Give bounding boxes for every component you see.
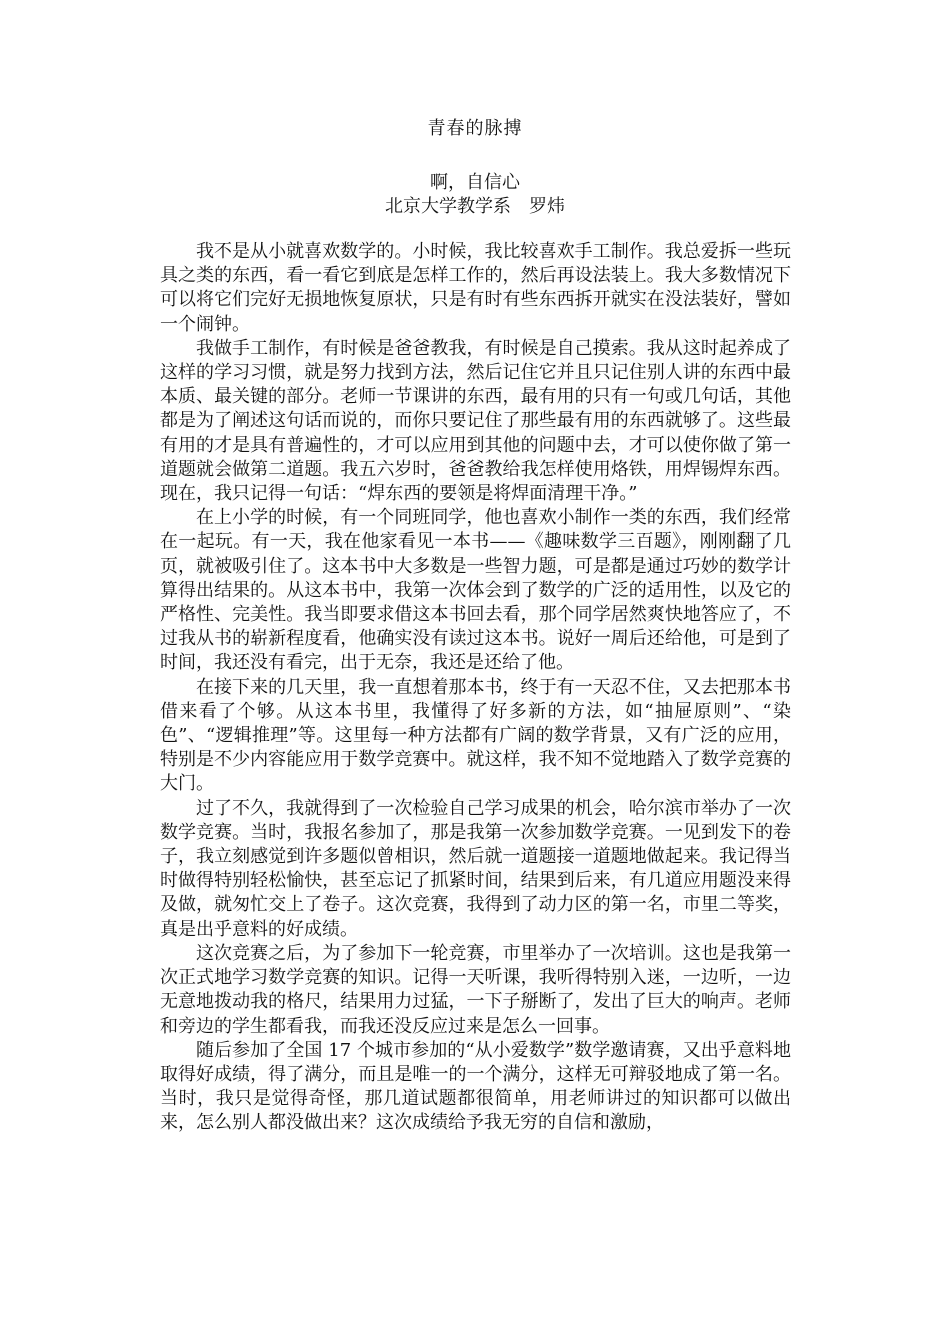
- paragraph: 我不是从小就喜欢数学的。小时候，我比较喜欢手工制作。我总爱拆一些玩具之类的东西，看一看它到底是怎样工作的，然后再设法装上。我大多数情况下可以将它们完好无损地恢复原状，只是有时有些东西拆开就实在没法装好，譬如一个闹钟。: [160, 241, 791, 335]
- article-title: 啊，自信心: [430, 172, 520, 193]
- paragraph: 随后参加了全国 17 个城市参加的“从小爱数学”数学邀请赛，又出乎意料地取得好成绩，得了满分，而且是唯一的一个满分，这样无可辩驳地成了第一名。当时，我只是觉得奇怪，那几道试题都很简单，用老师讲过的知识都可以做出来，怎么别人都没做出来？这次成绩给予我无穷的自信和激励，: [160, 1039, 791, 1134]
- paragraph: 在上小学的时候，有一个同班同学，他也喜欢小制作一类的东西，我们经常在一起玩。有一天，我在他家看见一本书——《趣味数学三百题》，刚刚翻了几页，就被吸引住了。这本书中大多数是一些智力题，可是都是通过巧妙的数学计算得出结果的。从这本书中，我第一次体会到了数学的广泛的适用性，以及它的严格性、完美性。我当即要求借这本书回去看，那个同学居然爽快地答应了，不过我从书的崭新程度看，他确实没有读过这本书。说好一周后还给他，可是到了时间，我还没有看完，出于无奈，我还是还给了他。: [160, 507, 791, 674]
- paragraph: 过了不久，我就得到了一次检验自己学习成果的机会，哈尔滨市举办了一次数学竞赛。当时，我报名参加了，那是我第一次参加数学竞赛。一见到发下的卷子，我立刻感觉到许多题似曾相识，然后就一道题接一道题地做起来。我记得当时做得特别轻松愉快，甚至忘记了抓紧时间，结果到后来，有几道应用题没来得及做，就匆忙交上了卷子。这次竞赛，我得到了动力区的第一名，市里二等奖，真是出乎意料的好成绩。: [160, 797, 791, 940]
- paragraph: 这次竞赛之后，为了参加下一轮竞赛，市里举办了一次培训。这也是我第一次正式地学习数学竞赛的知识。记得一天听课，我听得特别入迷，一边听，一边无意地拨动我的格尺，结果用力过猛，一下子掰断了，发出了巨大的响声。老师和旁边的学生都看我，而我还没反应过来是怎么一回事。: [160, 942, 791, 1037]
- author-line: 北京大学教学系 罗炜: [385, 196, 565, 217]
- paragraph: 在接下来的几天里，我一直想着那本书，终于有一天忍不住，又去把那本书借来看了个够。从这本书里，我懂得了好多新的方法，如“抽屉原则”、“染色”、“逻辑推理”等。这里每一种方法都有广阔的数学背景，又有广泛的应用，特别是不少内容能应用于数学竞赛中。就这样，我不知不觉地踏入了数学竞赛的大门。: [160, 676, 791, 795]
- article-body: [160, 240, 791, 1136]
- document-title: 青春的脉搏: [427, 118, 523, 139]
- paragraph: 我做手工制作，有时候是爸爸教我，有时候是自己摸索。我从这时起养成了这样的学习习惯，就是努力找到方法，然后记住它并且只记住别人讲的东西中最本质、最关键的部分。老师一节课讲的东西，最有用的只有一句或几句话，其他都是为了阐述这句话而说的，而你只要记住了那些最有用的东西就够了。这些最有用的才是具有普遍性的，才可以应用到其他的问题中去，才可以使你做了第一道题就会做第二道题。我五六岁时，爸爸教给我怎样使用烙铁，用焊锡焊东西。现在，我只记得一句话：“焊东西的要领是将焊面清理干净。”: [160, 337, 791, 505]
